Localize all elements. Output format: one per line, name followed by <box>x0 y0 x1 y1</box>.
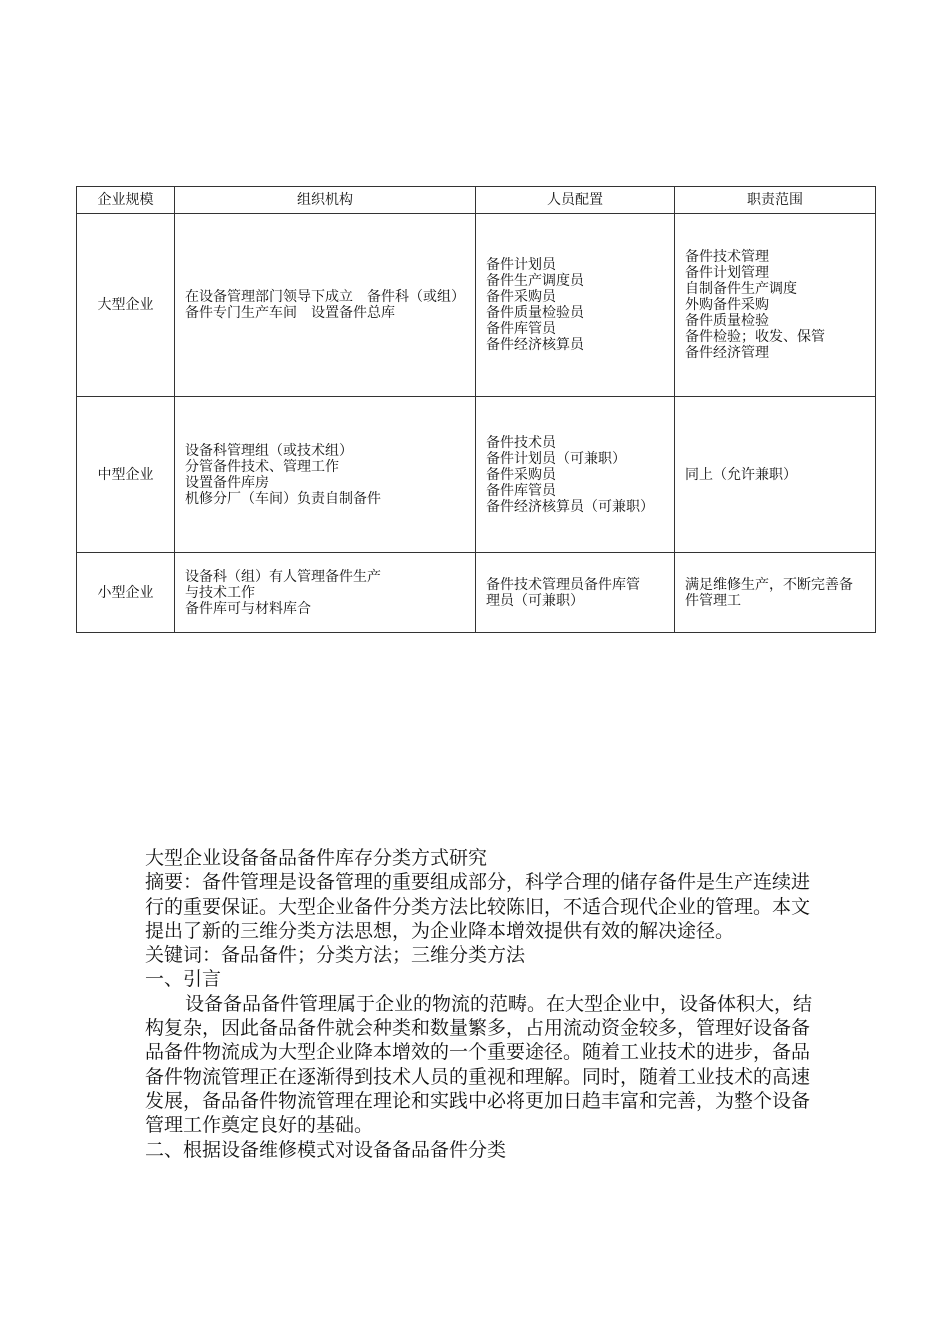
org-cell <box>175 553 476 633</box>
table-row-medium <box>77 397 876 553</box>
org-line: 机修分厂（车间）负责自制备件 <box>185 490 381 507</box>
duties-cell <box>675 553 876 633</box>
staff-line: 备件质量检验员 <box>486 305 584 321</box>
staff-cell <box>476 397 675 553</box>
staff-line: 备件经济核算员 <box>486 337 584 353</box>
header-scale: 企业规模 <box>77 187 175 214</box>
scale-cell: 大型企业 <box>77 214 175 397</box>
section-heading: 二、根据设备维修模式对设备备品备件分类 <box>145 1138 507 1161</box>
duty-line: 备件检验；收发、保管 <box>685 329 825 345</box>
staff-cell <box>476 214 675 397</box>
keywords: 关键词：备品备件；分类方法；三维分类方法 <box>145 944 526 967</box>
table-row-large <box>77 214 876 397</box>
staff-cell <box>476 553 675 633</box>
scale-cell: 小型企业 <box>77 553 175 633</box>
org-cell <box>175 397 476 553</box>
duty-line: 备件质量检验 <box>685 313 769 329</box>
section-heading: 一、引言 <box>145 968 222 991</box>
org-line: 设置备件库房 <box>185 474 269 491</box>
duty-line: 同上（允许兼职） <box>685 466 797 483</box>
org-line: 备件专门生产车间 设置备件总库 <box>185 305 395 321</box>
staff-line: 备件生产调度员 <box>486 273 584 289</box>
article-title: 大型企业设备备品备件库存分类方式研究 <box>145 847 488 869</box>
staff-line: 备件库管员 <box>486 482 556 499</box>
staff-line: 备件计划员 <box>486 257 556 273</box>
duty-line: 外购备件采购 <box>685 297 769 313</box>
article-body <box>145 846 815 1162</box>
duty-line: 自制备件生产调度 <box>685 281 797 297</box>
staff-line: 备件经济核算员（可兼职） <box>486 498 654 515</box>
staff-line: 备件库管员 <box>486 321 556 337</box>
org-line: 在设备管理部门领导下成立 备件科（或组） <box>185 289 465 305</box>
org-line: 备件库可与材料库合 <box>185 600 311 617</box>
staff-line: 备件技术员 <box>486 434 556 451</box>
staff-line: 备件采购员 <box>486 466 556 483</box>
staff-line: 备件计划员（可兼职） <box>486 450 626 467</box>
scale-cell: 中型企业 <box>77 397 175 553</box>
org-cell <box>175 214 476 397</box>
org-structure-table <box>76 186 876 633</box>
intro-paragraph: 设备备品备件管理属于企业的物流的范畴。在大型企业中，设备体积大，结构复杂，因此备品备件就会种类和数量繁多，占用流动资金较多，管理好设备备品备件物流成为大型企业降本增效的一个重要途径。随着工业技术的进步，备品备件物流管理正在逐渐得到技术人员的重视和理解。同时，随着工业技术的高速发展，备品备件物流管理在理论和实践中必将更加日趋丰富和完善，为整个设备管理工作奠定良好的基础。 <box>145 992 813 1137</box>
duty-line: 备件经济管理 <box>685 345 769 361</box>
org-line: 设备科（组）有人管理备件生产 <box>185 568 381 585</box>
header-duties: 职责范围 <box>675 187 876 214</box>
duties-cell <box>675 214 876 397</box>
org-line: 与技术工作 <box>185 584 255 601</box>
org-line: 设备科管理组（或技术组） <box>185 442 353 459</box>
header-org: 组织机构 <box>175 187 476 214</box>
abstract: 摘要：备件管理是设备管理的重要组成部分，科学合理的储存备件是生产连续进行的重要保证。大型企业备件分类方法比较陈旧，不适合现代企业的管理。本文提出了新的三维分类方法思想，为企业降本增效提供有效的解决途径。 <box>145 871 811 942</box>
table-row-small <box>77 553 876 633</box>
staff-line: 备件采购员 <box>486 289 556 305</box>
header-staff: 人员配置 <box>476 187 675 214</box>
duty-line: 满足维修生产，不断完善备件管理工 <box>685 576 853 609</box>
staff-line: 备件技术管理员备件库管 理员（可兼职） <box>486 576 654 609</box>
table-header-row <box>77 187 876 214</box>
duty-line: 备件计划管理 <box>685 265 769 281</box>
duty-line: 备件技术管理 <box>685 249 769 265</box>
duties-cell <box>675 397 876 553</box>
org-line: 分管备件技术、管理工作 <box>185 458 339 475</box>
